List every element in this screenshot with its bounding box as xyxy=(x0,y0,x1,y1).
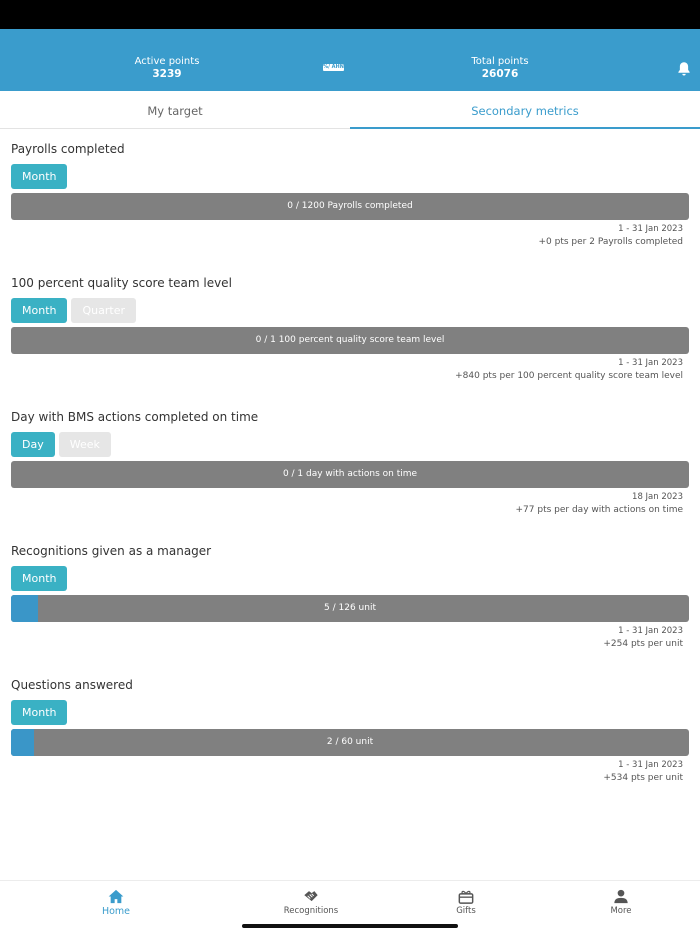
metric-reward: +0 pts per 2 Payrolls completed xyxy=(538,237,683,247)
period-pill-month[interactable]: Month xyxy=(11,700,67,725)
nav-more-label: More xyxy=(610,906,632,916)
metrics-tabs xyxy=(0,91,700,129)
metric-date: 1 - 31 Jan 2023 xyxy=(618,358,683,368)
metric-card xyxy=(0,142,700,276)
period-selector xyxy=(11,432,115,457)
home-icon xyxy=(108,889,124,904)
points-header xyxy=(0,29,700,91)
period-pill-quarter[interactable]: Quarter xyxy=(71,298,136,323)
active-points-value: 3239 xyxy=(152,68,182,80)
metric-card xyxy=(0,678,700,812)
nav-more[interactable] xyxy=(576,889,666,916)
metric-reward: +534 pts per unit xyxy=(603,773,683,783)
metric-title: Day with BMS actions completed on time xyxy=(11,410,259,424)
period-selector xyxy=(11,566,71,591)
metric-title: Questions answered xyxy=(11,678,133,692)
company-logo xyxy=(323,64,344,71)
period-selector xyxy=(11,164,71,189)
metric-card xyxy=(0,410,700,544)
nav-recognitions-label: Recognitions xyxy=(283,906,339,916)
metric-reward: +254 pts per unit xyxy=(603,639,683,649)
handshake-icon xyxy=(303,889,319,904)
total-points-label: Total points xyxy=(471,56,529,67)
logo-text: %/ AHN xyxy=(323,64,344,70)
period-pill-month[interactable]: Month xyxy=(11,164,67,189)
period-pill-day[interactable]: Day xyxy=(11,432,55,457)
bell-icon[interactable] xyxy=(675,60,693,78)
metric-title: Payrolls completed xyxy=(11,142,125,156)
tab-my-target[interactable]: My target xyxy=(147,104,203,118)
nav-gifts-label: Gifts xyxy=(456,906,476,916)
progress-text: 0 / 1 100 percent quality score team level xyxy=(255,335,445,345)
active-points xyxy=(107,56,227,81)
nav-home[interactable] xyxy=(71,889,161,917)
progress-bar xyxy=(11,729,689,756)
total-points xyxy=(440,56,560,81)
period-pill-month[interactable]: Month xyxy=(11,298,67,323)
period-pill-month[interactable]: Month xyxy=(11,566,67,591)
period-selector xyxy=(11,298,140,323)
metric-card xyxy=(0,276,700,410)
progress-bar xyxy=(11,193,689,220)
metric-reward: +840 pts per 100 percent quality score team level xyxy=(455,371,683,381)
progress-text: 2 / 60 unit xyxy=(326,737,374,747)
metric-title: Recognitions given as a manager xyxy=(11,544,212,558)
progress-bar xyxy=(11,461,689,488)
metric-date: 1 - 31 Jan 2023 xyxy=(618,224,683,234)
progress-text: 0 / 1200 Payrolls completed xyxy=(287,201,413,211)
period-selector xyxy=(11,700,71,725)
person-icon xyxy=(613,889,629,904)
tab-secondary-metrics[interactable]: Secondary metrics xyxy=(350,91,700,129)
metric-card xyxy=(0,544,700,678)
progress-text: 0 / 1 day with actions on time xyxy=(282,469,418,479)
metric-title: 100 percent quality score team level xyxy=(11,276,232,290)
status-bar xyxy=(0,0,700,29)
nav-recognitions[interactable] xyxy=(266,889,356,916)
home-indicator xyxy=(242,924,458,928)
nav-home-label: Home xyxy=(101,906,131,917)
total-points-value: 26076 xyxy=(481,68,519,80)
metric-date: 1 - 31 Jan 2023 xyxy=(618,760,683,770)
active-points-label: Active points xyxy=(134,56,200,67)
progress-bar xyxy=(11,327,689,354)
metric-date: 18 Jan 2023 xyxy=(632,492,683,502)
progress-bar xyxy=(11,595,689,622)
metric-date: 1 - 31 Jan 2023 xyxy=(618,626,683,636)
period-pill-week[interactable]: Week xyxy=(59,432,111,457)
nav-gifts[interactable] xyxy=(421,889,511,916)
progress-text: 5 / 126 unit xyxy=(324,603,376,613)
metric-reward: +77 pts per day with actions on time xyxy=(515,505,683,515)
gift-icon xyxy=(458,889,474,904)
